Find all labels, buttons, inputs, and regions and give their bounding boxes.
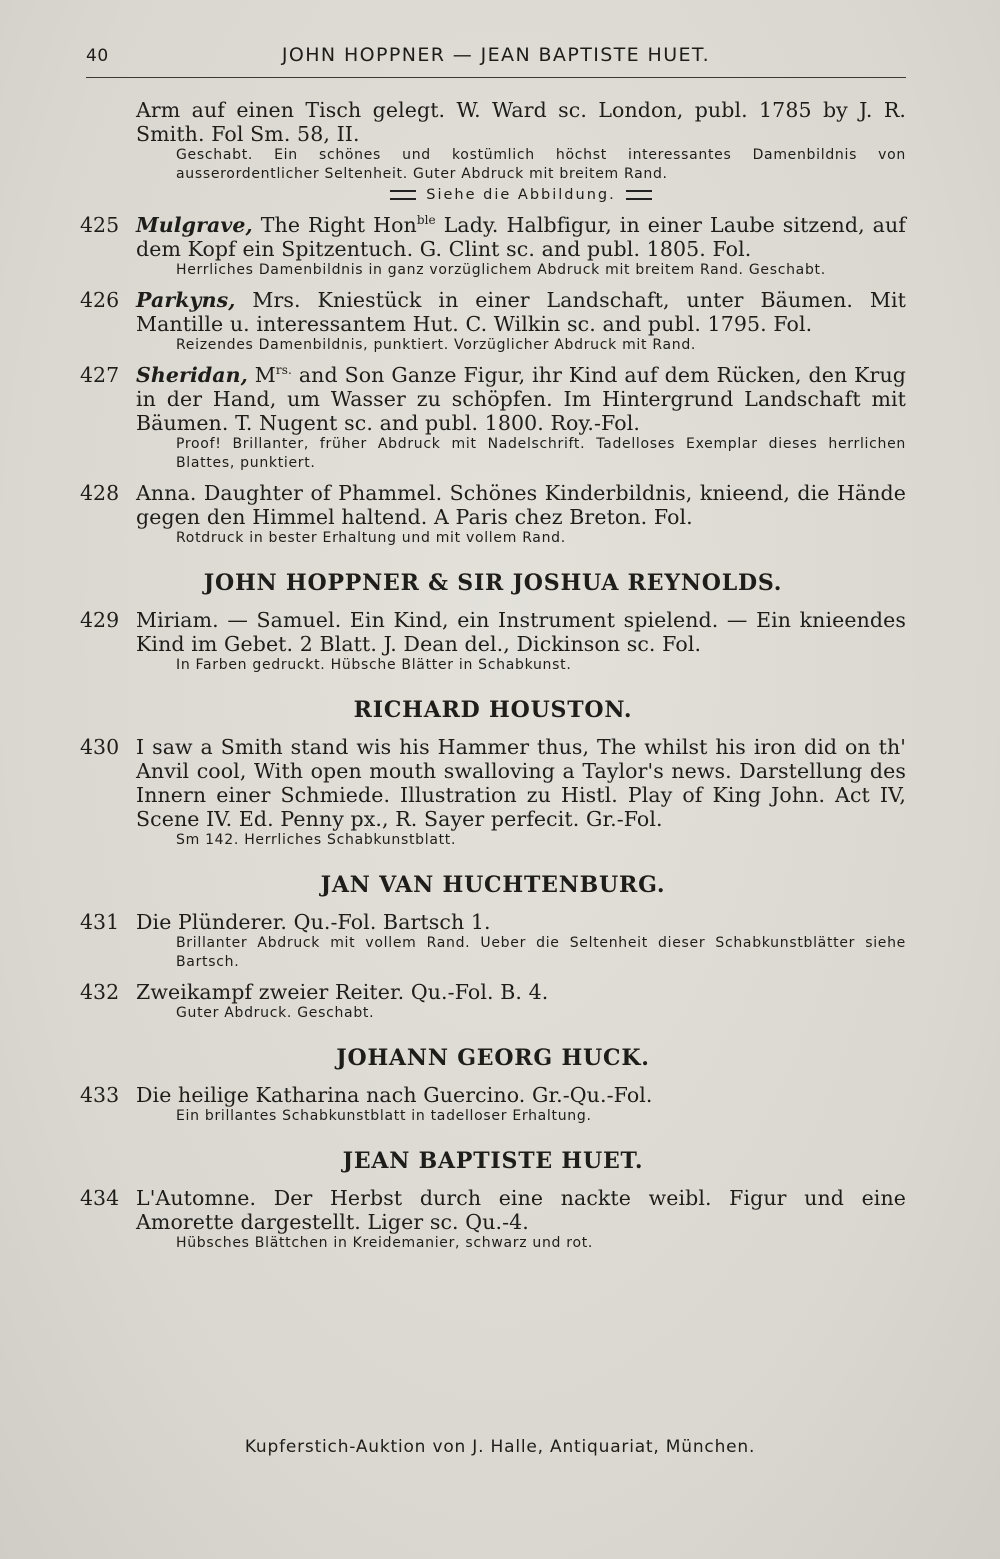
lot-number: 432 — [80, 980, 120, 1004]
entry-text — [136, 213, 906, 261]
lot-number: 425 — [80, 213, 120, 237]
entry-note: In Farben gedruckt. Hübsche Blätter in Schabkunst. — [176, 657, 572, 673]
running-title: JOHN HOPPNER — JEAN BAPTISTE HUET. — [281, 44, 711, 66]
entry-note: Herrliches Damenbildnis in ganz vorzüglichem Abdruck mit breitem Rand. Geschabt. — [176, 262, 826, 278]
entry-description: Lady. Halbfigur, in einer Laube sitzend, auf dem Kopf ein Spitzentuch. G. Clint sc. and publ. 1805. Fol. — [136, 213, 906, 261]
entry-note: Ein brillantes Schabkunstblatt in tadelloser Erhaltung. — [176, 1108, 592, 1124]
artist-section — [80, 872, 906, 1023]
catalog-entry — [80, 213, 906, 280]
entry-text: I saw a Smith stand wis his Hammer thus, The whilst his iron did on th' Anvil cool, With open mouth swalloving a Taylor's news. Darstellung des Innern einer Schmiede. Illustration zu Histl. Play of King John. Act IV, Scene IV. Ed. Penny px., R. Sayer perfecit. Gr.-Fol. — [136, 735, 906, 831]
artist-section — [80, 1148, 906, 1253]
page-footer: Kupferstich-Auktion von J. Halle, Antiquariat, München. — [244, 1437, 756, 1457]
entry-text — [136, 288, 906, 336]
sitter-name: Sheridan, — [136, 363, 248, 387]
catalog-entry — [80, 1083, 906, 1126]
lot-number: 433 — [80, 1083, 120, 1107]
entry-text: Miriam. — Samuel. Ein Kind, ein Instrument spielend. — Ein knieendes Kind im Gebet. 2 Blatt. J. Dean del., Dickinson sc. Fol. — [136, 608, 906, 656]
entry-note: Hübsches Blättchen in Kreidemanier, schwarz und rot. — [176, 1235, 594, 1251]
entry-description: and Son Ganze Figur, ihr Kind auf dem Rücken, den Krug in der Hand, um Wasser zu schöpfen. Im Hintergrund Landschaft mit Bäumen. T. Nugent sc. and publ. 1800. Roy.-Fol. — [136, 363, 906, 435]
double-dash-icon — [626, 190, 652, 200]
entry-note: Reizendes Damenbildnis, punktiert. Vorzüglicher Abdruck mit Rand. — [176, 337, 697, 353]
entry-note: Brillanter Abdruck mit vollem Rand. Ueber die Seltenheit dieser Schabkunstblätter siehe Bartsch. — [176, 935, 906, 970]
sitter-name: Parkyns, — [136, 288, 236, 312]
entry-text: Die Plünderer. Qu.-Fol. Bartsch 1. — [136, 910, 491, 934]
page-header — [86, 44, 906, 74]
entry-description: Anna. Daughter of Phammel. Schönes Kinderbildnis, knieend, die Hände gegen den Himmel haltend. A Paris chez Breton. Fol. — [136, 481, 906, 529]
entry-note: Geschabt. Ein schönes und kostümlich höchst interessantes Damenbildnis von ausserordentlicher Seltenheit. Guter Abdruck mit breitem Rand. — [176, 147, 906, 182]
entry-note: Proof! Brillanter, früher Abdruck mit Nadelschrift. Tadelloses Exemplar dieses herrlichen Blattes, punktiert. — [176, 436, 906, 471]
lot-number: 426 — [80, 288, 120, 312]
illustration-reference — [136, 185, 906, 205]
artist-section — [80, 697, 906, 850]
lot-number: 434 — [80, 1186, 120, 1210]
title-superscript: rs. — [275, 363, 292, 378]
entry-text: Zweikampf zweier Reiter. Qu.-Fol. B. 4. — [136, 980, 549, 1004]
title-superscript: ble — [416, 213, 436, 228]
artist-heading: JAN VAN HUCHTENBURG. — [320, 872, 666, 898]
entry-title: M — [247, 363, 276, 387]
lot-number: 430 — [80, 735, 120, 759]
entry-text: Arm auf einen Tisch gelegt. W. Ward sc. London, publ. 1785 by J. R. Smith. Fol Sm. 58, II. — [136, 98, 906, 146]
entry-text — [136, 481, 906, 529]
double-dash-icon — [390, 190, 416, 200]
entry-text: Die heilige Katharina nach Guercino. Gr.-Qu.-Fol. — [136, 1083, 653, 1107]
catalog-entry — [80, 735, 906, 850]
entry-text: L'Automne. Der Herbst durch eine nackte weibl. Figur und eine Amorette dargestellt. Liger sc. Qu.-4. — [136, 1186, 906, 1234]
lot-number: 431 — [80, 910, 120, 934]
entry-description: Mrs. Kniestück in einer Landschaft, unter Bäumen. Mit Mantille u. interessantem Hut. C. Wilkin sc. and publ. 1795. Fol. — [136, 288, 906, 336]
entry-title: The Right Hon — [252, 213, 417, 237]
catalog-entry — [80, 363, 906, 473]
artist-heading: RICHARD HOUSTON. — [353, 697, 633, 723]
illustration-label: Siehe die Abbildung. — [426, 187, 616, 203]
continued-entry — [80, 98, 906, 205]
header-rule — [86, 77, 906, 78]
entry-text — [136, 363, 906, 435]
entry-note: Guter Abdruck. Geschabt. — [176, 1005, 375, 1021]
hoppner-entries — [80, 213, 906, 548]
entry-note: Rotdruck in bester Erhaltung und mit vollem Rand. — [176, 530, 566, 546]
catalog-entry — [80, 288, 906, 355]
catalog-entry — [80, 481, 906, 548]
lot-number: 427 — [80, 363, 120, 387]
artist-section — [80, 570, 906, 675]
lot-number: 428 — [80, 481, 120, 505]
page-number: 40 — [86, 46, 109, 66]
catalog-content — [80, 98, 906, 1253]
artist-heading: JOHN HOPPNER & SIR JOSHUA REYNOLDS. — [203, 570, 783, 596]
catalog-entry — [80, 910, 906, 972]
sitter-name: Mulgrave, — [136, 213, 253, 237]
artist-heading: JEAN BAPTISTE HUET. — [342, 1148, 644, 1174]
artist-heading: JOHANN GEORG HUCK. — [336, 1045, 650, 1071]
catalog-entry — [80, 1186, 906, 1253]
catalog-entry — [80, 980, 906, 1023]
artist-section — [80, 1045, 906, 1126]
lot-number: 429 — [80, 608, 120, 632]
artist-sections — [80, 570, 906, 1253]
entry-note: Sm 142. Herrliches Schabkunstblatt. — [176, 832, 457, 848]
catalog-entry — [80, 608, 906, 675]
